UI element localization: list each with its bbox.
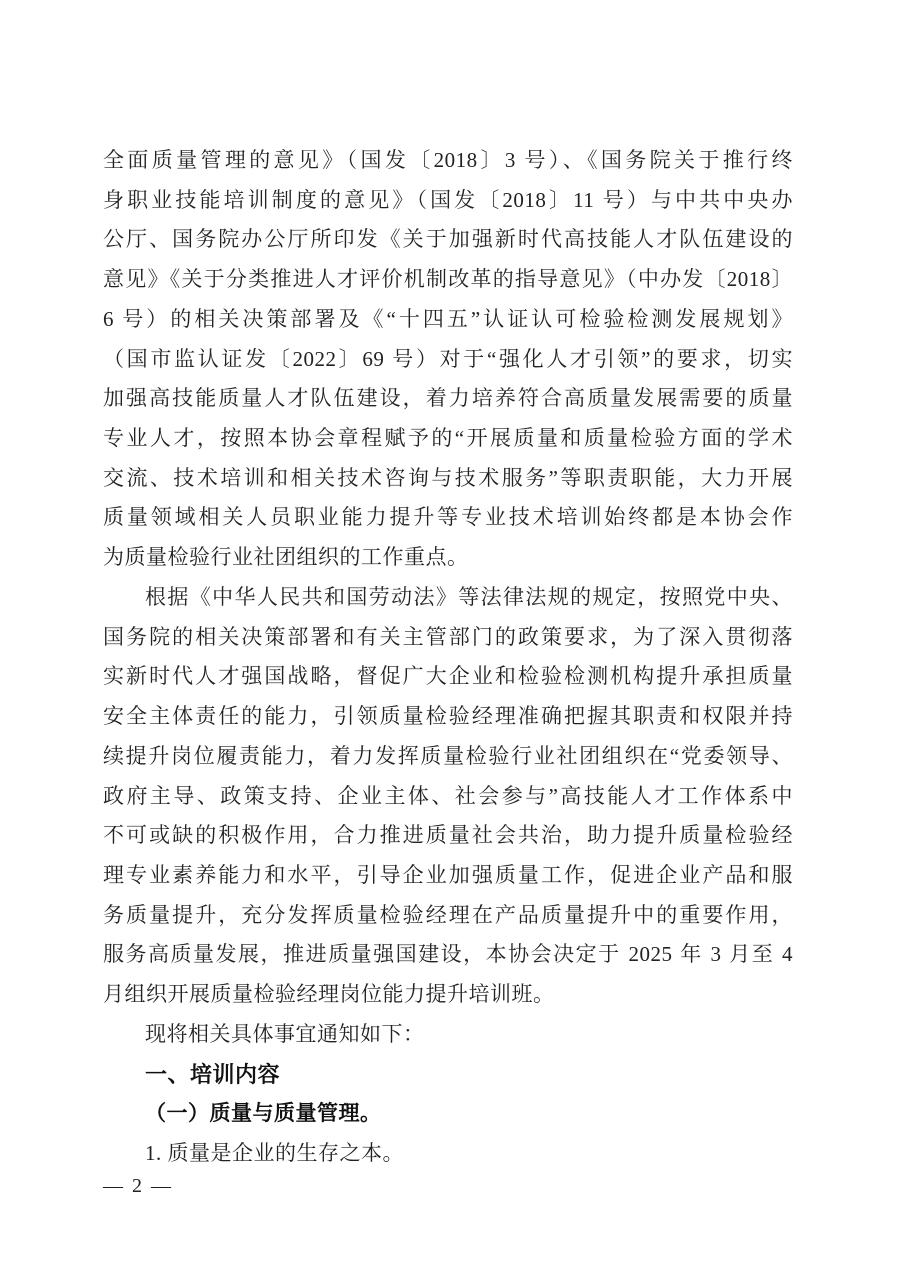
body-line-12-paragraph-start: 根据《中华人民共和国劳动法》等法律法规的规定，按照党中央、 (145, 584, 793, 609)
list-item-quality-survival: 1. 质量是企业的生存之本。 (145, 1140, 404, 1165)
body-line-7: 加强高技能质量人才队伍建设，着力培养符合高质量发展需要的质量 (103, 386, 793, 411)
body-line-3: 公厅、国务院办公厅所印发《关于加强新时代高技能人才队伍建设的 (103, 227, 793, 252)
body-line-22-paragraph-end: 月组织开展质量检验经理岗位能力提升培训班。 (103, 982, 555, 1007)
body-line-10: 质量领域相关人员职业能力提升等专业技术培训始终都是本协会作 (103, 505, 793, 530)
page-number: — 2 — (103, 1175, 173, 1197)
body-line-13: 国务院的相关决策部署和有关主管部门的政策要求，为了深入贯彻落 (103, 624, 793, 649)
body-line-21: 服务高质量发展，推进质量强国建设，本协会决定于 2025 年 3 月至 4 (103, 942, 793, 967)
body-line-6: （国市监认证发〔2022〕69 号）对于“强化人才引领”的要求，切实 (103, 346, 793, 371)
body-line-19: 理专业素养能力和水平，引导企业加强质量工作，促进企业产品和服 (103, 862, 793, 887)
body-line-4: 意见》《关于分类推进人才评价机制改革的指导意见》（中办发〔2018〕 (103, 267, 793, 292)
document-body (103, 141, 793, 1174)
body-line-11-paragraph-end: 为质量检验行业社团组织的工作重点。 (103, 545, 469, 570)
body-line-8: 专业人才，按照本协会章程赋予的“开展质量和质量检验方面的学术 (103, 426, 793, 451)
notice-lead-line: 现将相关具体事宜通知如下： (145, 1021, 425, 1046)
body-line-20: 务质量提升，充分发挥质量检验经理在产品质量提升中的重要作用， (103, 902, 793, 927)
body-line-18: 不可或缺的积极作用，合力推进质量社会共治，助力提升质量检验经 (103, 823, 793, 848)
subsection-heading-quality-management: （一）质量与质量管理。 (145, 1101, 382, 1126)
body-line-15: 安全主体责任的能力，引领质量检验经理准确把握其职责和权限并持 (103, 704, 793, 729)
body-line-9: 交流、技术培训和相关技术咨询与技术服务”等职责职能，大力开展 (103, 465, 793, 490)
body-line-2: 身职业技能培训制度的意见》（国发〔2018〕11 号）与中共中央办 (103, 187, 793, 212)
body-line-5: 6 号）的相关决策部署及《“十四五”认证认可检验检测发展规划》 (103, 306, 793, 331)
body-line-17: 政府主导、政策支持、企业主体、社会参与”高技能人才工作体系中 (103, 783, 793, 808)
body-line-16: 续提升岗位履责能力，着力发挥质量检验行业社团组织在“党委领导、 (103, 743, 793, 768)
body-line-1: 全面质量管理的意见》（国发〔2018〕3 号）、《国务院关于推行终 (103, 148, 793, 172)
body-line-14: 实新时代人才强国战略，督促广大企业和检验检测机构提升承担质量 (103, 664, 793, 689)
section-heading-training-content: 一、培训内容 (145, 1061, 281, 1087)
